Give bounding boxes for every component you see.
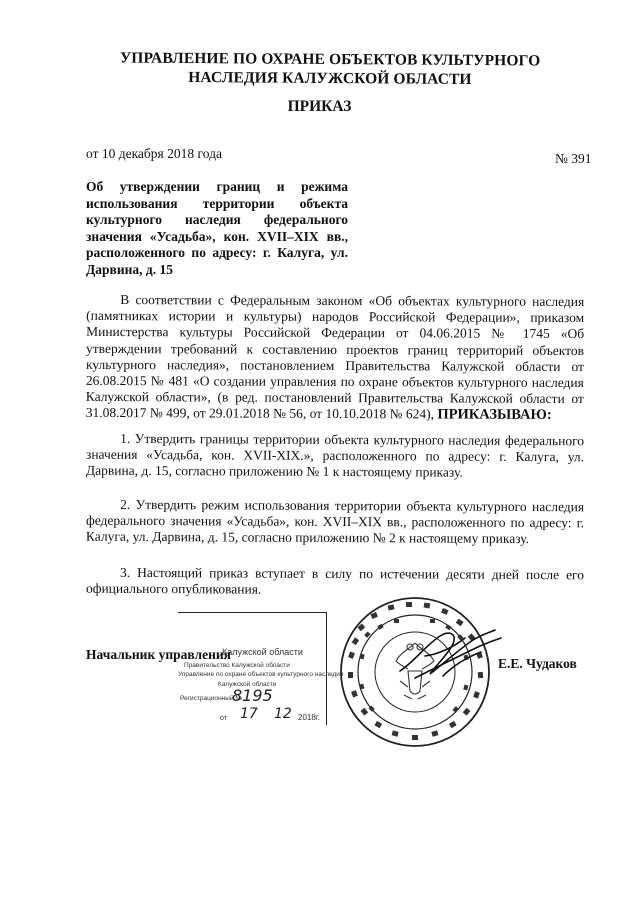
handwritten-signature-icon [395, 616, 505, 686]
command-word: ПРИКАЗЫВАЮ: [437, 406, 552, 424]
order-item-2: 2. Утвердить режим использования территории объекта культурного наследия федерального значения «Усадьба», кон. XVII–XIX вв., расположенного по адресу: г. Калуга, ул. Дарвина, д. 15, согласно приложению № 2 к настоящему приказу. [85, 496, 585, 547]
order-item-3: 3. Настоящий приказ вступает в силу по истечении десяти дней после его официального опубликования. [85, 564, 585, 597]
signatory-name: Е.Е. Чудаков [498, 656, 577, 671]
stamp-year: 2018г. [298, 713, 320, 722]
preamble-paragraph [86, 292, 585, 424]
stamp-date-prefix: от [220, 715, 227, 722]
stamp-day: 17 [240, 706, 258, 722]
stamp-line-2: Управление по охране объектов культурного наследия [178, 671, 344, 678]
order-item-1: 1. Утвердить границы территории объекта культурного наследия федерального значения «Усадьба, кон. XVII-XIX.», расположенного по адресу: г. Калуга, ул. Дарвина, д. 15, согласно приложению № 1 к настоящему приказу. [85, 430, 585, 481]
registration-stamp [170, 612, 344, 722]
stamp-region: Калужской области [222, 647, 303, 657]
order-date: от 10 декабря 2018 года [86, 146, 222, 161]
stamp-reg-label: Регистрационный № [180, 695, 243, 702]
order-subject: Об утверждении границ и режима использования территории объекта культурного наследия федерального значения «Усадьба», кон. XVII–XIX вв., расположенного по адресу: г. Калуга, ул. Дарвина, д. 15 [86, 179, 348, 277]
stamp-line-1: Правительство Калужской области [184, 662, 290, 669]
signatory-title: Начальник управления [86, 647, 231, 662]
organization-header: УПРАВЛЕНИЕ ПО ОХРАНЕ ОБЪЕКТОВ КУЛЬТУРНОГО НАСЛЕДИЯ КАЛУЖСКОЙ ОБЛАСТИ [119, 49, 541, 88]
stamp-line-3: Калужской области [218, 681, 277, 688]
document-type: ПРИКАЗ [287, 98, 352, 115]
preamble-text: В соответствии с Федеральным законом «Об объектах культурного наследия (памятниках истории и культуры) народов Российской Федерации», приказом Министерства культуры Российской Федерации от 04.06.2015 № 1745 «Об утверждении требований к составлению проектов границ территорий объектов культурного наследия», постановлением Правительства Калужской области от 26.08.2015 № 481 «О создании управления по охране объектов культурного наследия Калужской области», (в ред. постановлений Правительства Калужской области от 31.08.2017 № 499, от 29.01.2018 № 56, от 10.10.2018 № 624), [85, 292, 585, 422]
stamp-reg-number: 8195 [232, 686, 273, 705]
order-number: № 391 [555, 151, 592, 166]
stamp-month: 12 [274, 706, 292, 722]
